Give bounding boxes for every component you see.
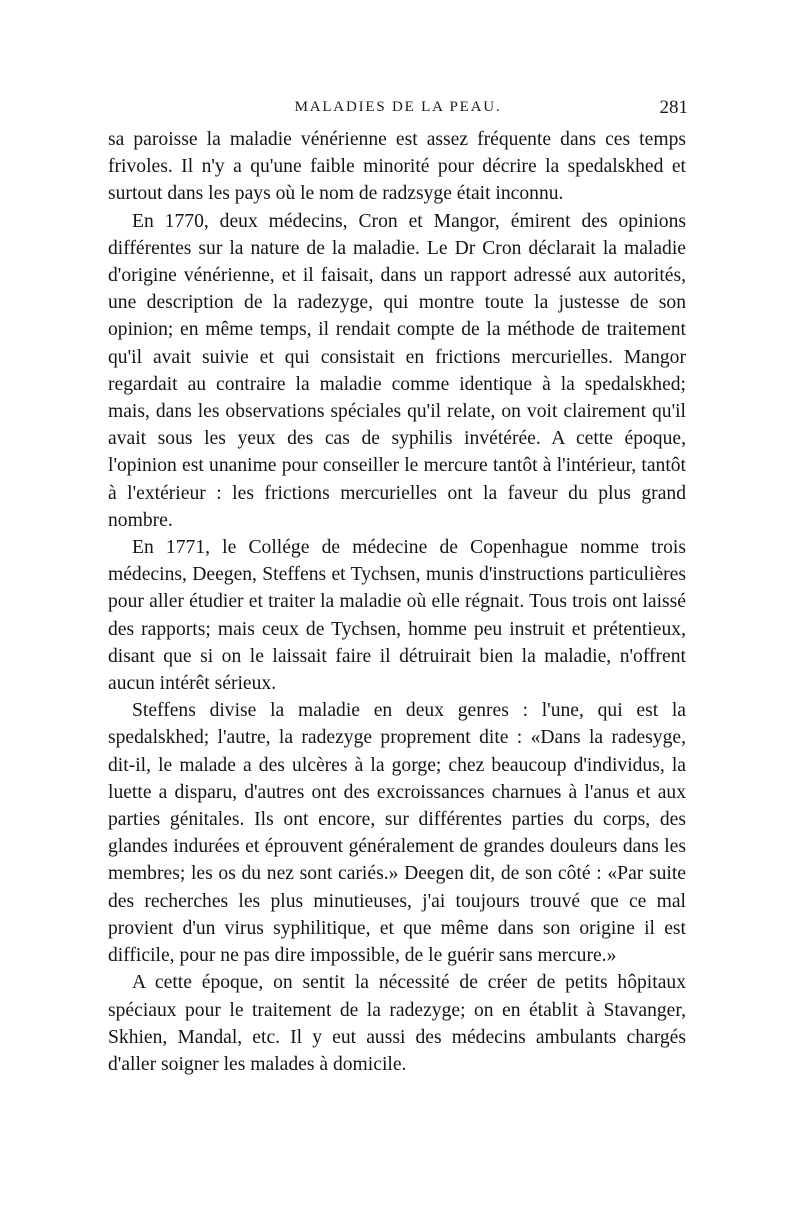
page-header: [108, 99, 688, 125]
body-text: [108, 126, 686, 1078]
paragraph-2: En 1770, deux médecins, Cron et Mangor, émirent des opinions différentes sur la nature de la maladie. Le Dr Cron déclarait la maladie d'origine vénérienne, et il faisait, dans un rapport adressé aux autorités, une description de la radezyge, qui montre toute la justesse de son opinion; en même temps, il rendait compte de la méthode de traitement qu'il avait suivie et qui consistait en frictions mercurielles. Mangor regardait au contraire la maladie comme identique à la spedalskhed; mais, dans les observations spéciales qu'il relate, on voit clairement qu'il avait sous les yeux des cas de syphilis invétérée. A cette époque, l'opinion est unanime pour conseiller le mercure tantôt à l'intérieur, tantôt à l'extérieur : les frictions mercurielles ont la faveur du plus grand nombre.: [108, 210, 686, 531]
running-head: MALADIES DE LA PEAU.: [294, 99, 502, 115]
paragraph-4: Steffens divise la maladie en deux genres : l'une, qui est la spedalskhed; l'autre, la radezyge proprement dite : «Dans la radesyge, dit-il, le malade a des ulcères à la gorge; chez beaucoup d'individus, la luette a disparu, d'autres ont des excroissances charnues à l'anus et aux parties génitales. Ils ont encore, sur différentes parties du corps, des glandes indurées et éprouvent généralement de grandes douleurs dans les membres; les os du nez sont cariés.» Deegen dit, de son côté : «Par suite des recherches les plus minutieuses, j'ai toujours trouvé que ce mal provient d'un virus syphilitique, et que même dans son origine il est difficile, pour ne pas dire impossible, de le guérir sans mercure.»: [108, 700, 686, 967]
page-number: 281: [659, 97, 688, 118]
paragraph-5: A cette époque, on sentit la nécessité de créer de petits hôpitaux spéciaux pour le traitement de la radezyge; on en établit à Stavanger, Skhien, Mandal, etc. Il y eut aussi des médecins ambulants chargés d'aller soigner les malades à domicile.: [108, 972, 686, 1075]
paragraph-3: En 1771, le Collége de médecine de Copenhague nomme trois médecins, Deegen, Steffens et Tychsen, munis d'instructions particulières pour aller étudier et traiter la maladie où elle régnait. Tous trois ont laissé des rapports; mais ceux de Tychsen, homme peu instruit et prétentieux, disant que si on le laissait faire il détruirait bien la maladie, n'offrent aucun intérêt sérieux.: [108, 537, 686, 695]
paragraph-1: sa paroisse la maladie vénérienne est assez fréquente dans ces temps frivoles. Il n'y a qu'une faible minorité pour décrire la spedalskhed et surtout dans les pays où le nom de radzsyge était inconnu.: [108, 129, 686, 205]
